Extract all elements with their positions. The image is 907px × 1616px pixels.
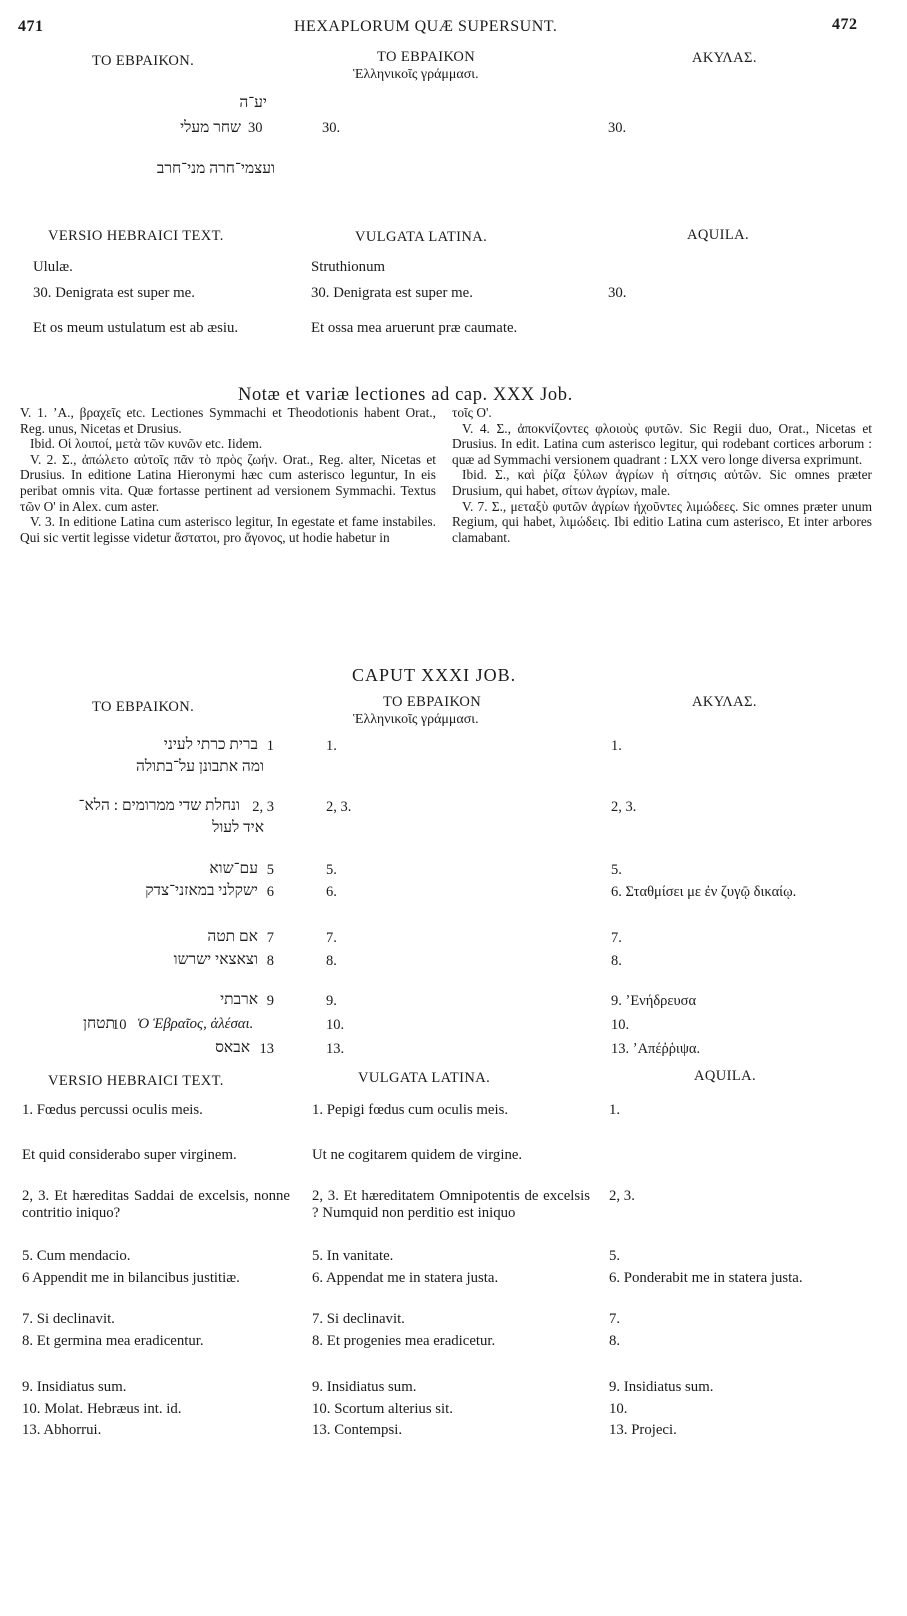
latin-cell: 6. Appendat me in statera justa. [312, 1270, 499, 1286]
latin-cell: 10. Molat. Hebræus int. id. [22, 1401, 182, 1417]
hebrew-line: איד לעול [212, 819, 264, 836]
latin-cell: 8. [609, 1333, 621, 1349]
note-paragraph: V. 4. Σ., ἀποκνίζοντες φλοιοὺς φυτῶν. Sic Regii duo, Orat., Nicetas et Drusius. In edit. Latina cum asterisco legitur, qui rodebant cortices arborum : quæ ad Symmachi versionem quadrant : LXX vero longe diversa exprimunt. [452, 420, 872, 467]
col-greek-letters-sub: Ἑλληνικοῖς γράμμασι. [353, 712, 479, 727]
col-greek-letters-sub: Ἑλληνικοῖς γράμμασι. [353, 67, 479, 82]
notes-left-column [20, 405, 436, 545]
latin-cell: 2, 3. Et hæreditatem Omnipotentis de excelsis ? Numquid non perditio est iniquo [312, 1188, 590, 1221]
latin-head-vulgate: VULGATA LATINA. [355, 229, 488, 245]
notes-right-column [452, 405, 872, 545]
latin-head-hebrew: VERSIO HEBRAICI TEXT. [48, 1073, 224, 1089]
note-paragraph: V. 3. In editione Latina cum asterisco legitur, In egestate et fame instabiles. Qui sic vertit legisse videtur ἄστατοι, pro ἄγονος, ut hodie habetur in [20, 514, 436, 545]
latin-cell: 2, 3. Et hæreditas Saddai de excelsis, nonne contritio iniquo? [22, 1188, 290, 1221]
latin-cell: 5. Cum mendacio. [22, 1248, 131, 1264]
greek-letters-verse: 10. [326, 1017, 345, 1033]
latin-cell: 6. Ponderabit me in statera justa. [609, 1270, 803, 1286]
note-paragraph: V. 2. Σ., ἀπώλετο αὐτοῖς πᾶν τὸ πρὸς ζωήν. Orat., Reg. alter, Nicetas et Drusius. In editione Latina Hieronymi hæc cum asterisco leguntur, In eis peribat omnis vita. Quæ fortasse pertinent ad versionem Symmachi. Textus τῶν Ο' in Alex. cum aster. [20, 451, 436, 514]
latin-cell: 8. Et progenies mea eradicetur. [312, 1333, 496, 1349]
latin-cell: Et quid considerabo super virginem. [22, 1147, 237, 1163]
verse-number: 5 [266, 862, 274, 878]
greek-letters-verse: 13. [326, 1041, 345, 1057]
hebrew-line: ארבתי [220, 991, 258, 1008]
hebrew-line: וצאצאי ישרשו [173, 951, 258, 968]
aquila-cell: 10. [611, 1017, 630, 1033]
latin-cell: 1. [609, 1102, 621, 1118]
note-paragraph: Ibid. Σ., καὶ ῥίζα ξύλων ἀγρίων ἡ σίτησις αὐτῶν. Sic omnes præter Drusium, qui habet, σίτων ἀγρίων, male. [452, 467, 872, 498]
chapter-title: CAPUT XXXI JOB. [352, 665, 517, 685]
latin-cell: 1. Fœdus percussi oculis meis. [22, 1102, 203, 1118]
latin-cell: Et os meum ustulatum est ab æsiu. [33, 320, 239, 336]
verse-number: 10 [112, 1017, 127, 1033]
col-hebrew-head: ΤΟ ΕΒΡΑΙΚΟΝ. [92, 699, 195, 715]
notes-title: Notæ et variæ lectiones ad cap. XXX Job. [238, 385, 573, 405]
greek-letters-verse: 6. [326, 884, 337, 900]
col-greek-letters-head: ΤΟ ΕΒΡΑΙΚΟΝ [377, 49, 476, 65]
verse-number: 6 [266, 884, 274, 900]
hebrew-line: שחר מעלי [180, 119, 241, 136]
aquila-cell: 6. Σταθμίσει με ἐν ζυγῷ δικαίῳ. [611, 884, 797, 900]
latin-cell: 5. In vanitate. [312, 1248, 394, 1264]
col-greek-letters-head: ΤΟ ΕΒΡΑΙΚΟΝ [383, 694, 482, 710]
col-hebrew-head: ΤΟ ΕΒΡΑΙΚΟΝ. [92, 53, 195, 69]
hebrew-line: ומה אתבונן על־בתולה [135, 758, 264, 775]
latin-head-hebrew: VERSIO HEBRAICI TEXT. [48, 228, 224, 244]
latin-cell: Et ossa mea aruerunt præ caumate. [311, 320, 518, 336]
latin-cell: 9. Insidiatus sum. [22, 1379, 127, 1395]
col-aquila-head: ΑΚΥΛΑΣ. [692, 694, 757, 710]
latin-cell: 9. Insidiatus sum. [609, 1379, 714, 1395]
latin-cell: 10. [609, 1401, 628, 1417]
hebrew-line: ונחלת שדי ממרומים : הלא־ [78, 797, 240, 814]
hebrew-line: תטחן [83, 1015, 115, 1032]
greek-letters-verse: 1. [326, 738, 337, 754]
latin-cell: 13. Projeci. [609, 1422, 677, 1438]
latin-cell: Struthionum [311, 259, 385, 275]
latin-head-aquila: AQUILA. [687, 227, 749, 243]
latin-head-vulgate: VULGATA LATINA. [358, 1070, 491, 1086]
verse-number: 1 [266, 738, 274, 754]
col-aquila-head: ΑΚΥΛΑΣ. [692, 50, 757, 66]
latin-cell: 7. Si declinavit. [22, 1311, 115, 1327]
latin-cell: Ut ne cogitarem quidem de virgine. [312, 1147, 523, 1163]
hebrew-line: יע־ה [239, 94, 267, 111]
aquila-cell: 2, 3. [611, 799, 637, 815]
aquila-cell: 13. ʼΑπέῤῥιψα. [611, 1041, 701, 1057]
greek-letters-verse: 5. [326, 862, 337, 878]
aquila-cell: 7. [611, 930, 622, 946]
aquila-cell: 1. [611, 738, 622, 754]
latin-cell: 2, 3. [609, 1188, 635, 1204]
latin-head-aquila: AQUILA. [694, 1068, 756, 1084]
latin-cell: 9. Insidiatus sum. [312, 1379, 417, 1395]
note-paragraph: V. 1. ʼΑ., βραχεῖς etc. Lectiones Symmachi et Theodotionis habent Orat., Reg. unus, Nicetas et Drusius. [20, 405, 436, 436]
greek-note: Ὁ Ἑβραῖος, ἀλέσαι. [137, 1016, 254, 1032]
note-paragraph: Ibid. Οἱ λοιποί, μετὰ τῶν κυνῶν etc. Iidem. [30, 436, 263, 452]
verse-number: 13 [259, 1041, 274, 1057]
running-title: HEXAPLORUM QUÆ SUPERSUNT. [294, 18, 558, 35]
latin-cell: 6 Appendit me in bilancibus justitiæ. [22, 1270, 240, 1286]
latin-cell: 13. Abhorrui. [22, 1422, 102, 1438]
verse-number: 9 [266, 993, 274, 1009]
latin-cell: 13. Contempsi. [312, 1422, 403, 1438]
latin-cell: 30. [608, 285, 627, 301]
verse-number: 7 [266, 930, 274, 946]
hebrew-line: עם־שוא [209, 860, 258, 877]
latin-cell: 30. Denigrata est super me. [311, 285, 473, 301]
aquila-cell: 9. ʼΕνήδρευσα [611, 993, 697, 1009]
latin-cell: 7. Si declinavit. [312, 1311, 405, 1327]
greek-letters-verse: 8. [326, 953, 337, 969]
greek-letters-verse: 9. [326, 993, 337, 1009]
hebrew-line: ועצמי־חרה מני־חרב [156, 160, 275, 177]
latin-cell: 5. [609, 1248, 621, 1264]
verse-number: 8 [266, 953, 274, 969]
latin-cell: 10. Scortum alterius sit. [312, 1401, 453, 1417]
latin-cell: 7. [609, 1311, 621, 1327]
latin-cell: 8. Et germina mea eradicentur. [22, 1333, 204, 1349]
verse-number: 30 [248, 120, 263, 136]
note-paragraph: V. 7. Σ., μεταξὺ φυτῶν ἀγρίων ἠχοῦντες λιμώδεες. Sic omnes præter unum Regium, qui habet, λιμώδεις. Ibi editio Latina cum asterisco, Et inter arbores clamabant. [452, 498, 872, 545]
aquila-cell: 8. [611, 953, 622, 969]
aquila-cell: 5. [611, 862, 622, 878]
left-page-number: 471 [18, 18, 44, 35]
hebrew-line: אבאס [215, 1039, 250, 1056]
hebrew-line: ישקלני במאזני־צדק [145, 882, 258, 899]
note-paragraph: τοῖς Ο'. [452, 405, 492, 420]
latin-cell: 1. Pepigi fœdus cum oculis meis. [312, 1102, 509, 1118]
greek-letters-verse: 2, 3. [326, 799, 352, 815]
hebrew-line: אם תטה [207, 928, 258, 945]
latin-cell: 30. Denigrata est super me. [33, 285, 195, 301]
aquila-verse: 30. [608, 120, 627, 136]
greek-letters-verse: 7. [326, 930, 337, 946]
hebrew-line: ברית כרתי לעיני [163, 736, 258, 753]
greek-letters-verse: 30. [322, 120, 341, 136]
latin-cell: Ululæ. [33, 259, 73, 275]
verse-number: 2, 3 [252, 799, 274, 815]
right-page-number: 472 [832, 16, 858, 33]
